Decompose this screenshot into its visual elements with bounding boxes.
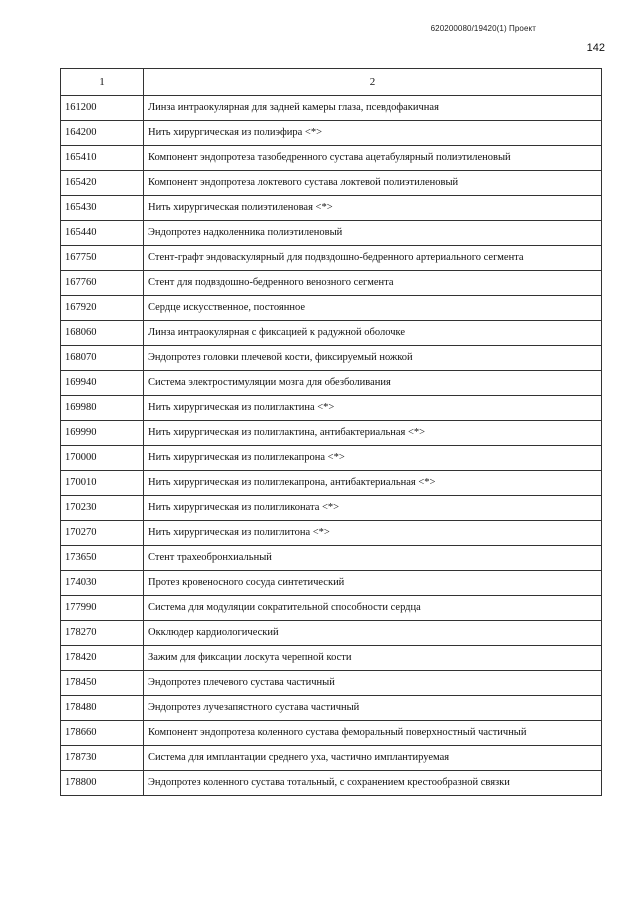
item-code: 177990: [61, 596, 144, 621]
table-row: [61, 421, 602, 446]
table-row: [61, 371, 602, 396]
table-row: [61, 721, 602, 746]
table-row: [61, 646, 602, 671]
item-code: 178800: [61, 771, 144, 796]
item-code: 164200: [61, 121, 144, 146]
item-code: 178730: [61, 746, 144, 771]
item-name: Нить хирургическая из полиглактина <*>: [144, 396, 602, 421]
table-row: [61, 771, 602, 796]
table-body: [61, 96, 602, 796]
table-row: [61, 446, 602, 471]
table-row: [61, 246, 602, 271]
item-code: 165430: [61, 196, 144, 221]
item-name: Эндопротез плечевого сустава частичный: [144, 671, 602, 696]
table-row: [61, 546, 602, 571]
item-code: 167920: [61, 296, 144, 321]
item-code: 169940: [61, 371, 144, 396]
item-code: 169990: [61, 421, 144, 446]
item-code: 170270: [61, 521, 144, 546]
item-name: Зажим для фиксации лоскута черепной кости: [144, 646, 602, 671]
registry-table: [60, 68, 602, 796]
item-name: Эндопротез лучезапястного сустава частичный: [144, 696, 602, 721]
item-code: 168070: [61, 346, 144, 371]
item-name: Нить хирургическая из полиглекапрона, антибактериальная <*>: [144, 471, 602, 496]
table-row: [61, 746, 602, 771]
table-row: [61, 146, 602, 171]
page-number: 142: [586, 42, 605, 54]
item-code: 167760: [61, 271, 144, 296]
table-header-row: [61, 69, 602, 96]
item-name: Компонент эндопротеза коленного сустава феморальный поверхностный частичный: [144, 721, 602, 746]
item-name: Эндопротез надколенника полиэтиленовый: [144, 221, 602, 246]
column-header-name: 2: [144, 69, 602, 96]
table-row: [61, 621, 602, 646]
item-code: 174030: [61, 571, 144, 596]
item-name: Эндопротез коленного сустава тотальный, с сохранением крестообразной связки: [144, 771, 602, 796]
item-name: Эндопротез головки плечевой кости, фиксируемый ножкой: [144, 346, 602, 371]
table-row: [61, 171, 602, 196]
item-code: 165410: [61, 146, 144, 171]
item-code: 169980: [61, 396, 144, 421]
table-row: [61, 396, 602, 421]
item-name: Система для модуляции сократительной способности сердца: [144, 596, 602, 621]
table-row: [61, 671, 602, 696]
table-row: [61, 521, 602, 546]
item-name: Стент-графт эндоваскулярный для подвздошно-бедренного артериального сегмента: [144, 246, 602, 271]
item-code: 170000: [61, 446, 144, 471]
item-name: Линза интраокулярная с фиксацией к радужной оболочке: [144, 321, 602, 346]
table-row: [61, 221, 602, 246]
table-row: [61, 596, 602, 621]
item-code: 178270: [61, 621, 144, 646]
item-name: Компонент эндопротеза локтевого сустава локтевой полиэтиленовый: [144, 171, 602, 196]
item-name: Нить хирургическая из полиглитона <*>: [144, 521, 602, 546]
item-name: Нить хирургическая полиэтиленовая <*>: [144, 196, 602, 221]
item-name: Сердце искусственное, постоянное: [144, 296, 602, 321]
table-row: [61, 96, 602, 121]
document-id: 620200080/19420(1) Проект: [430, 24, 536, 33]
table-row: [61, 496, 602, 521]
item-name: Система для имплантации среднего уха, частично имплантируемая: [144, 746, 602, 771]
item-code: 161200: [61, 96, 144, 121]
item-code: 173650: [61, 546, 144, 571]
table-row: [61, 271, 602, 296]
item-name: Нить хирургическая из полиглекапрона <*>: [144, 446, 602, 471]
table-row: [61, 321, 602, 346]
item-name: Стент трахеобронхиальный: [144, 546, 602, 571]
table-row: [61, 346, 602, 371]
item-code: 167750: [61, 246, 144, 271]
item-name: Компонент эндопротеза тазобедренного сустава ацетабулярный полиэтиленовый: [144, 146, 602, 171]
item-name: Система электростимуляции мозга для обезболивания: [144, 371, 602, 396]
item-name: Протез кровеносного сосуда синтетический: [144, 571, 602, 596]
table-row: [61, 121, 602, 146]
item-name: Нить хирургическая из полиэфира <*>: [144, 121, 602, 146]
item-code: 168060: [61, 321, 144, 346]
table-row: [61, 696, 602, 721]
item-code: 178480: [61, 696, 144, 721]
item-name: Нить хирургическая из полиглактина, антибактериальная <*>: [144, 421, 602, 446]
item-code: 178660: [61, 721, 144, 746]
item-code: 165440: [61, 221, 144, 246]
item-code: 178450: [61, 671, 144, 696]
table-row: [61, 571, 602, 596]
item-code: 178420: [61, 646, 144, 671]
table-row: [61, 296, 602, 321]
item-name: Стент для подвздошно-бедренного венозного сегмента: [144, 271, 602, 296]
item-code: 170230: [61, 496, 144, 521]
item-name: Линза интраокулярная для задней камеры глаза, псевдофакичная: [144, 96, 602, 121]
item-code: 170010: [61, 471, 144, 496]
table-row: [61, 471, 602, 496]
table-row: [61, 196, 602, 221]
column-header-code: 1: [61, 69, 144, 96]
item-name: Окклюдер кардиологический: [144, 621, 602, 646]
item-name: Нить хирургическая из полигликоната <*>: [144, 496, 602, 521]
item-code: 165420: [61, 171, 144, 196]
